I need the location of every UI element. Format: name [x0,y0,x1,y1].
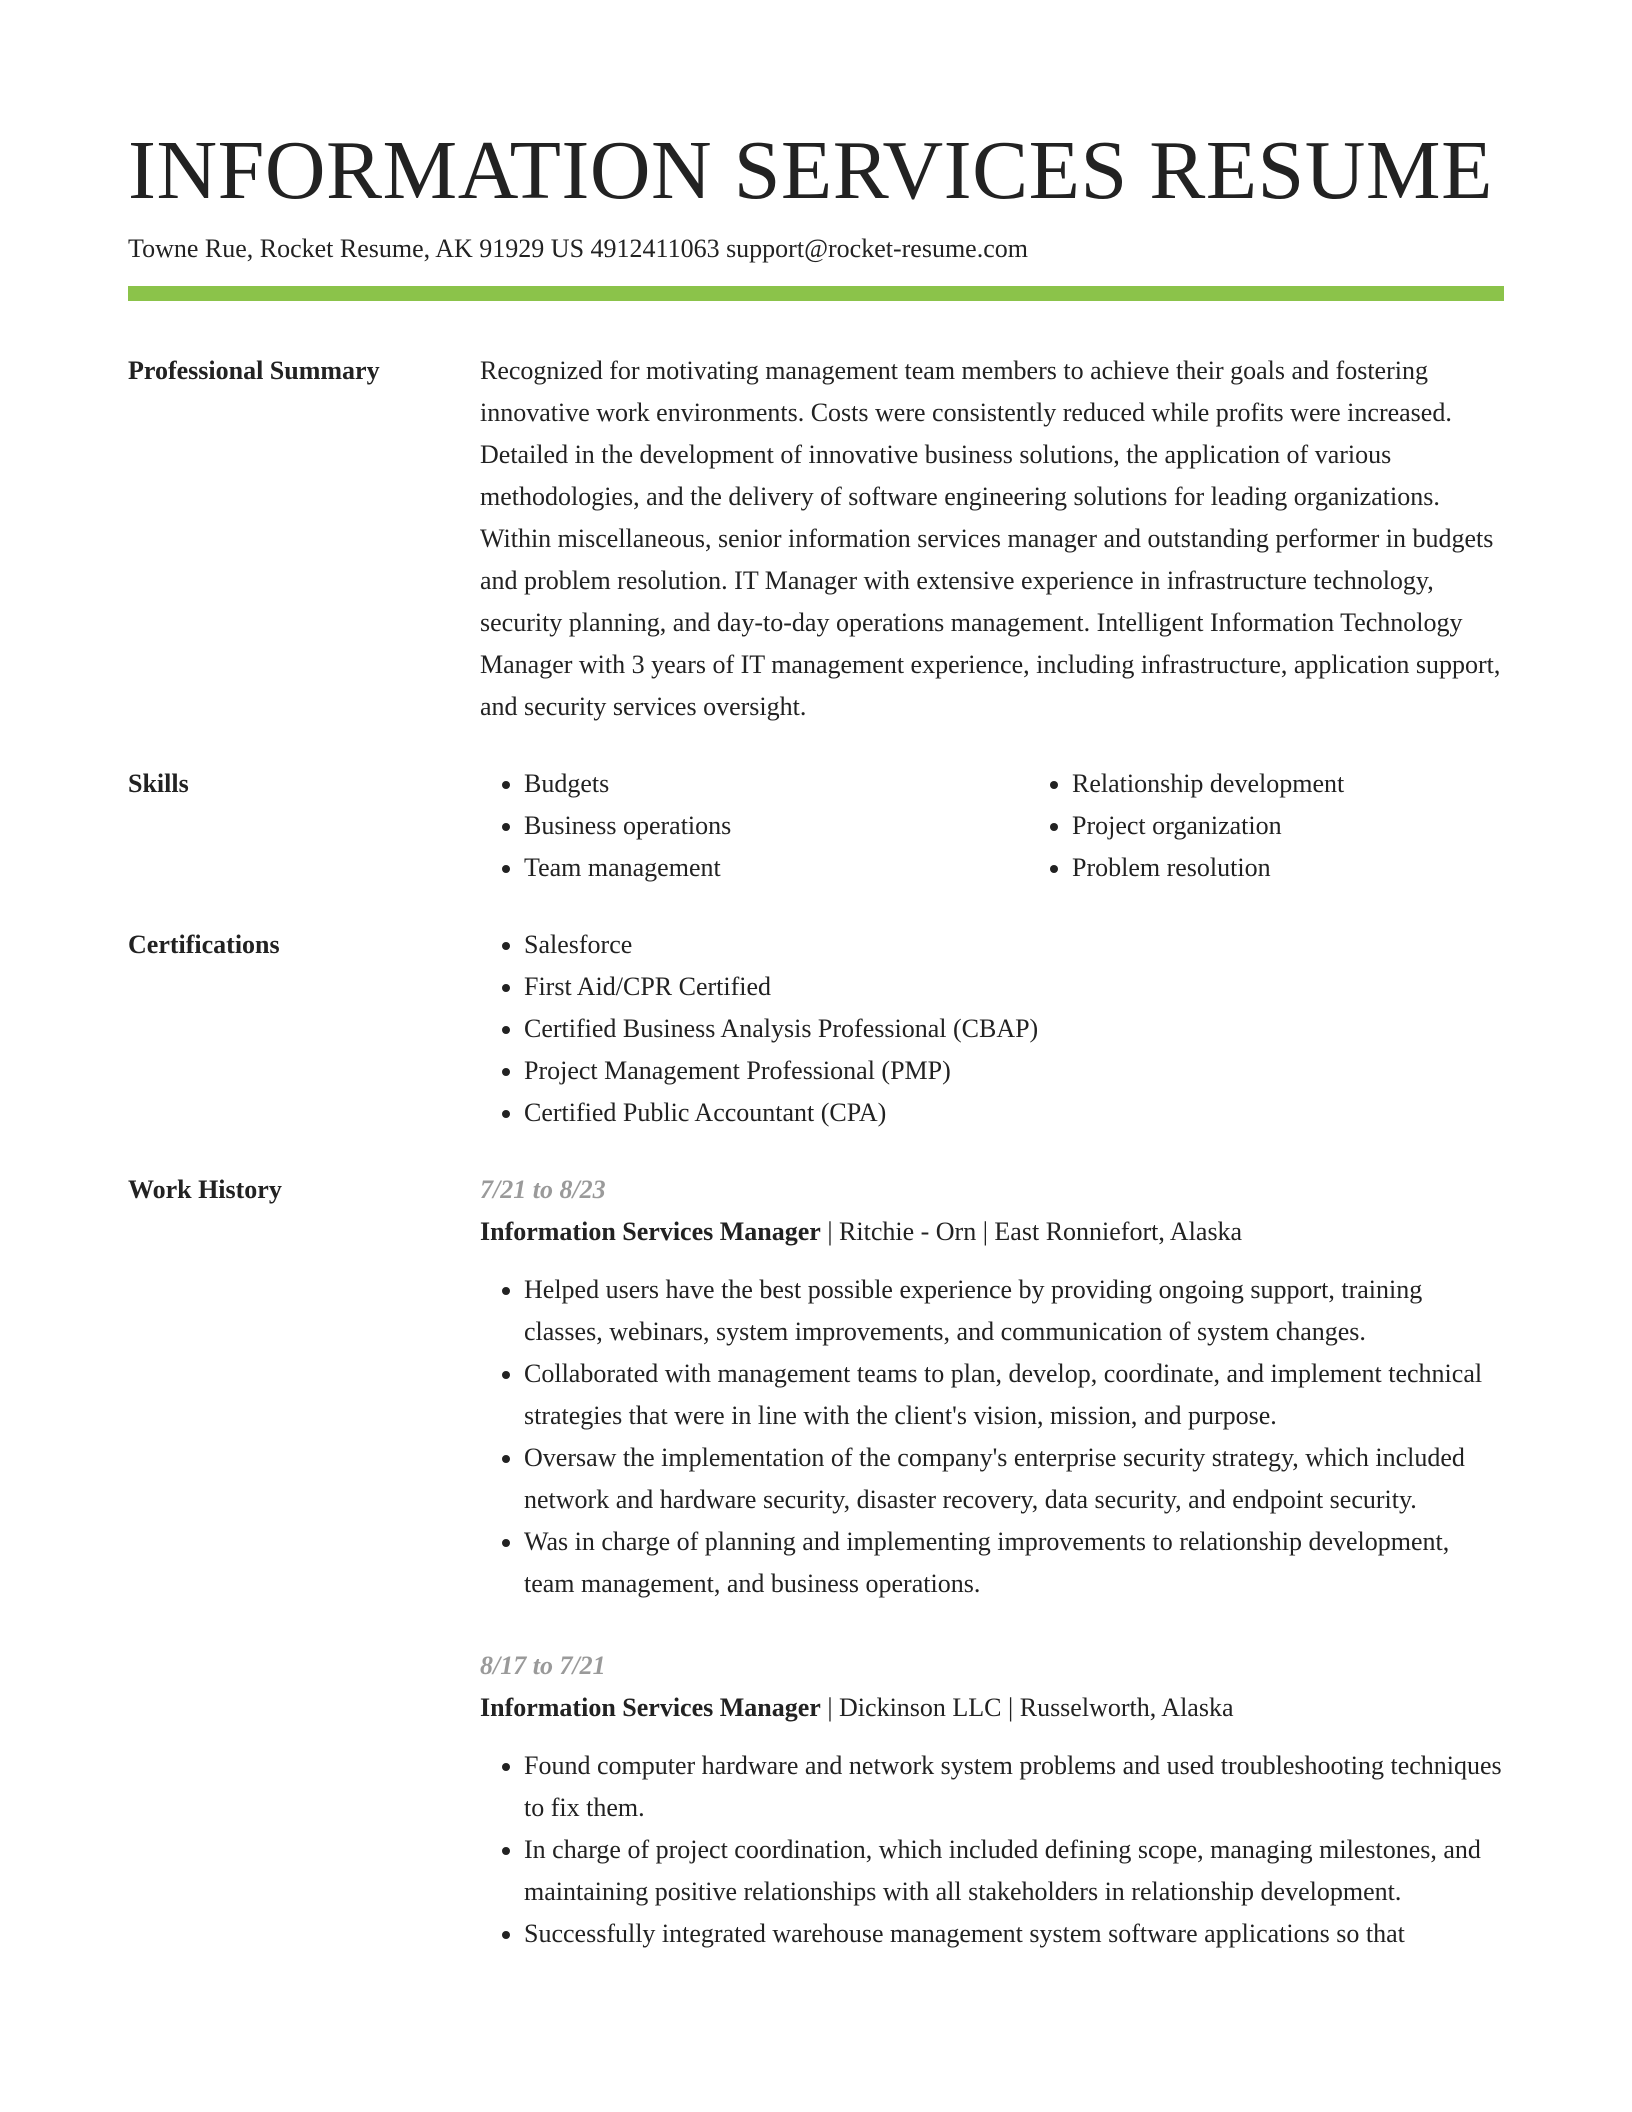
skill-item: • Team management [524,847,984,889]
job-bullet: • Found computer hardware and network system problems and used troubleshooting techniques to fix them. [524,1745,1504,1829]
certification-item: • Certified Business Analysis Professional (CBAP) [524,1008,1504,1050]
certification-item: • Project Management Professional (PMP) [524,1050,1504,1092]
job-dates: 7/21 to 8/23 [480,1175,606,1204]
work-history-section [128,1169,1504,1995]
skill-item: • Budgets [524,763,984,805]
job-title: Information Services Manager [480,1217,821,1246]
skill-item: • Business operations [524,805,984,847]
job-bullets [480,1745,1504,1955]
skill-item: • Relationship development [1072,763,1532,805]
job-header [480,1687,1504,1729]
section-label: Skills [128,769,189,798]
section-label: Work History [128,1175,282,1204]
job-bullet: • Oversaw the implementation of the company's enterprise security strategy, which included network and hardware security, disaster recovery, data security, and endpoint security. [524,1437,1504,1521]
section-body [480,350,1504,728]
job-header [480,1211,1504,1253]
job-bullet: • Collaborated with management teams to plan, develop, coordinate, and implement technical strategies that were in line with the client's vision, mission, and purpose. [524,1353,1504,1437]
job-bullets [480,1269,1504,1605]
certification-item: • Certified Public Accountant (CPA) [524,1092,1504,1134]
certifications-list [480,924,1504,1134]
job-title: Information Services Manager [480,1693,821,1722]
professional-summary-section [128,350,1504,728]
job-details: | Ritchie - Orn | East Ronniefort, Alaska [820,1217,1243,1246]
job-entry [480,1645,1504,1955]
section-label: Certifications [128,930,280,959]
job-bullet: • Was in charge of planning and implementing improvements to relationship development, team management, and business operations. [524,1521,1504,1605]
certification-item: • Salesforce [524,924,1504,966]
resume-sections [128,350,1504,2030]
section-body [480,1169,1504,1995]
skills-list-right [1028,763,1532,889]
skill-item: • Project organization [1072,805,1532,847]
skills-grid [480,763,1504,889]
job-entry [480,1169,1504,1605]
summary-text: Recognized for motivating management team members to achieve their goals and fostering innovative work environments. Costs were consistently reduced while profits were increased. Detailed in the development of innovative business solutions, the application of various methodologies, and the delivery of software engineering solutions for leading organizations. Within miscellaneous, senior information services manager and outstanding performer in budgets and problem resolution. IT Manager with extensive experience in infrastructure technology, security planning, and day-to-day operations management. Intelligent Information Technology Manager with 3 years of IT management experience, including infrastructure, application support, and security services oversight. [480,356,1501,721]
section-body [480,924,1504,1134]
job-bullet: • Successfully integrated warehouse management system software applications so that [524,1913,1504,1955]
skills-section [128,763,1504,889]
certifications-section [128,924,1504,1134]
job-details: | Dickinson LLC | Russelworth, Alaska [820,1693,1234,1722]
skill-item: • Problem resolution [1072,847,1532,889]
header-divider [128,286,1504,301]
resume-title: INFORMATION SERVICES RESUME [128,124,1493,217]
section-label: Professional Summary [128,356,380,385]
job-bullet: • Helped users have the best possible experience by providing ongoing support, training classes, webinars, system improvements, and communication of system changes. [524,1269,1504,1353]
contact-line: Towne Rue, Rocket Resume, AK 91929 US 4912411063 support@rocket-resume.com [128,234,1028,263]
job-dates: 8/17 to 7/21 [480,1651,606,1680]
job-bullet: • In charge of project coordination, which included defining scope, managing milestones, and maintaining positive relationships with all stakeholders in relationship development. [524,1829,1504,1913]
certification-item: • First Aid/CPR Certified [524,966,1504,1008]
skills-list-left [480,763,984,889]
